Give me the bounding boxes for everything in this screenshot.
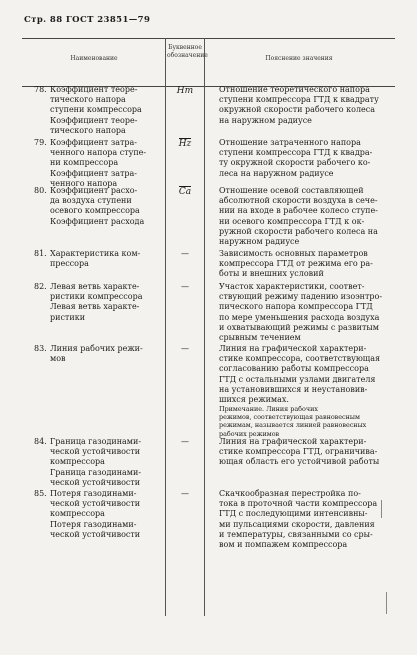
term-name: Линия рабочих режи- мов: [50, 344, 143, 364]
entry-number: 79.: [34, 138, 47, 147]
term-explanation: Отношение осевой составляющей абсолютной скорости воздуха в сече- нии на входе в рабочее колесо ступе- ни осевого компрессора ГТД к ок- ружной скорости рабочего колеса на наружном радиусе: [219, 186, 378, 247]
scan-mark: [386, 592, 387, 614]
symbol-dash: —: [181, 282, 189, 291]
term-explanation: Линия на графической характери- стике компрессора ГТД, ограничива- ющая область его устойчивой работы: [219, 437, 380, 467]
term-name: Коэффициент расхо- да воздуха ступени осевого компрессора Коэффициент расхода: [50, 186, 145, 226]
letter-symbol: [169, 86, 201, 96]
term-name: Граница газодинами- ческой устойчивости компрессора Граница газодинами- ческой устойчивости: [50, 437, 142, 487]
term-name: Левая ветвь характе- ристики компрессора Левая ветвь характе- ристики: [50, 282, 143, 322]
column-header-symbol: Буквенное обозначение: [167, 44, 208, 59]
letter-symbol: [169, 138, 201, 149]
column-divider: [204, 38, 205, 616]
letter-symbol: [169, 186, 201, 197]
scan-mark: [381, 500, 382, 518]
symbol-text: Hт: [176, 86, 194, 96]
entry-number: 84.: [34, 437, 47, 446]
term-explanation: Участок характеристики, соответ- ствующий режиму падению изоэнтро- пического напора компрессора ГТД по мере уменьшения расхода воздуха и охватывающий режимы с развитым срывным течением: [219, 282, 383, 343]
entry-number: 80.: [34, 186, 47, 195]
term-explanation: Отношение затраченного напора ступени компрессора ГТД к квадра- ту окружной скорости рабочего ко- леса на наружном радиусе: [219, 138, 373, 178]
term-name: Характеристика ком- прессора: [50, 249, 141, 269]
symbol-dash: —: [181, 489, 189, 498]
term-name: Потеря газодинами- ческой устойчивости компрессора Потеря газодинами- ческой устойчивости: [50, 489, 141, 539]
term-explanation: Отношение теоретического напора ступени компрессора ГТД к квадрату окружной скорости рабочего колеса на наружном радиусе: [219, 85, 379, 125]
symbol-dash: —: [181, 249, 189, 258]
term-explanation: Линия на графической характери- стике компрессора, соответствующая согласованию работы компрессора ГТД с остальными узлами двигателя на установившихся и неустановив- шихся режимах.: [219, 344, 381, 405]
symbol-text: Hz: [178, 139, 192, 149]
term-name: Коэффициент затра- ченного напора ступе- ни компрессора Коэффициент затра- ченного напора: [50, 138, 147, 188]
symbol-dash: —: [181, 344, 189, 353]
symbol-text: Ca: [178, 187, 192, 197]
entry-number: 78.: [34, 85, 47, 94]
entry-number: 85.: [34, 489, 47, 498]
term-explanation: Зависимость основных параметров компрессора ГТД от режима его ра- боты и внешних условий: [219, 249, 373, 279]
term-explanation: Скачкообразная перестройка по- тока в проточной части компрессора ГТД с последующими интенсивны- ми пульсациями скорости, давления и температуры, связанными со сры- вом и помпажем компрессора: [219, 489, 378, 550]
entry-number: 83.: [34, 344, 47, 353]
column-header-explanation: Пояснение значения: [265, 55, 333, 62]
entry-number: 81.: [34, 249, 47, 258]
page-header: Стр. 88 ГОСТ 23851—79: [24, 15, 151, 25]
entry-number: 82.: [34, 282, 47, 291]
table-top-border: [22, 38, 395, 39]
symbol-dash: —: [181, 437, 189, 446]
column-header-term: Наименование: [70, 55, 118, 62]
explanation-note: Примечание. Линия рабочих режимов, соответствующая равновесным режимам, называется линией равновесных рабочих режимов: [219, 405, 367, 438]
term-name: Коэффициент теоре- тического напора ступени компрессора Коэффициент теоре- тического напора: [50, 85, 142, 135]
